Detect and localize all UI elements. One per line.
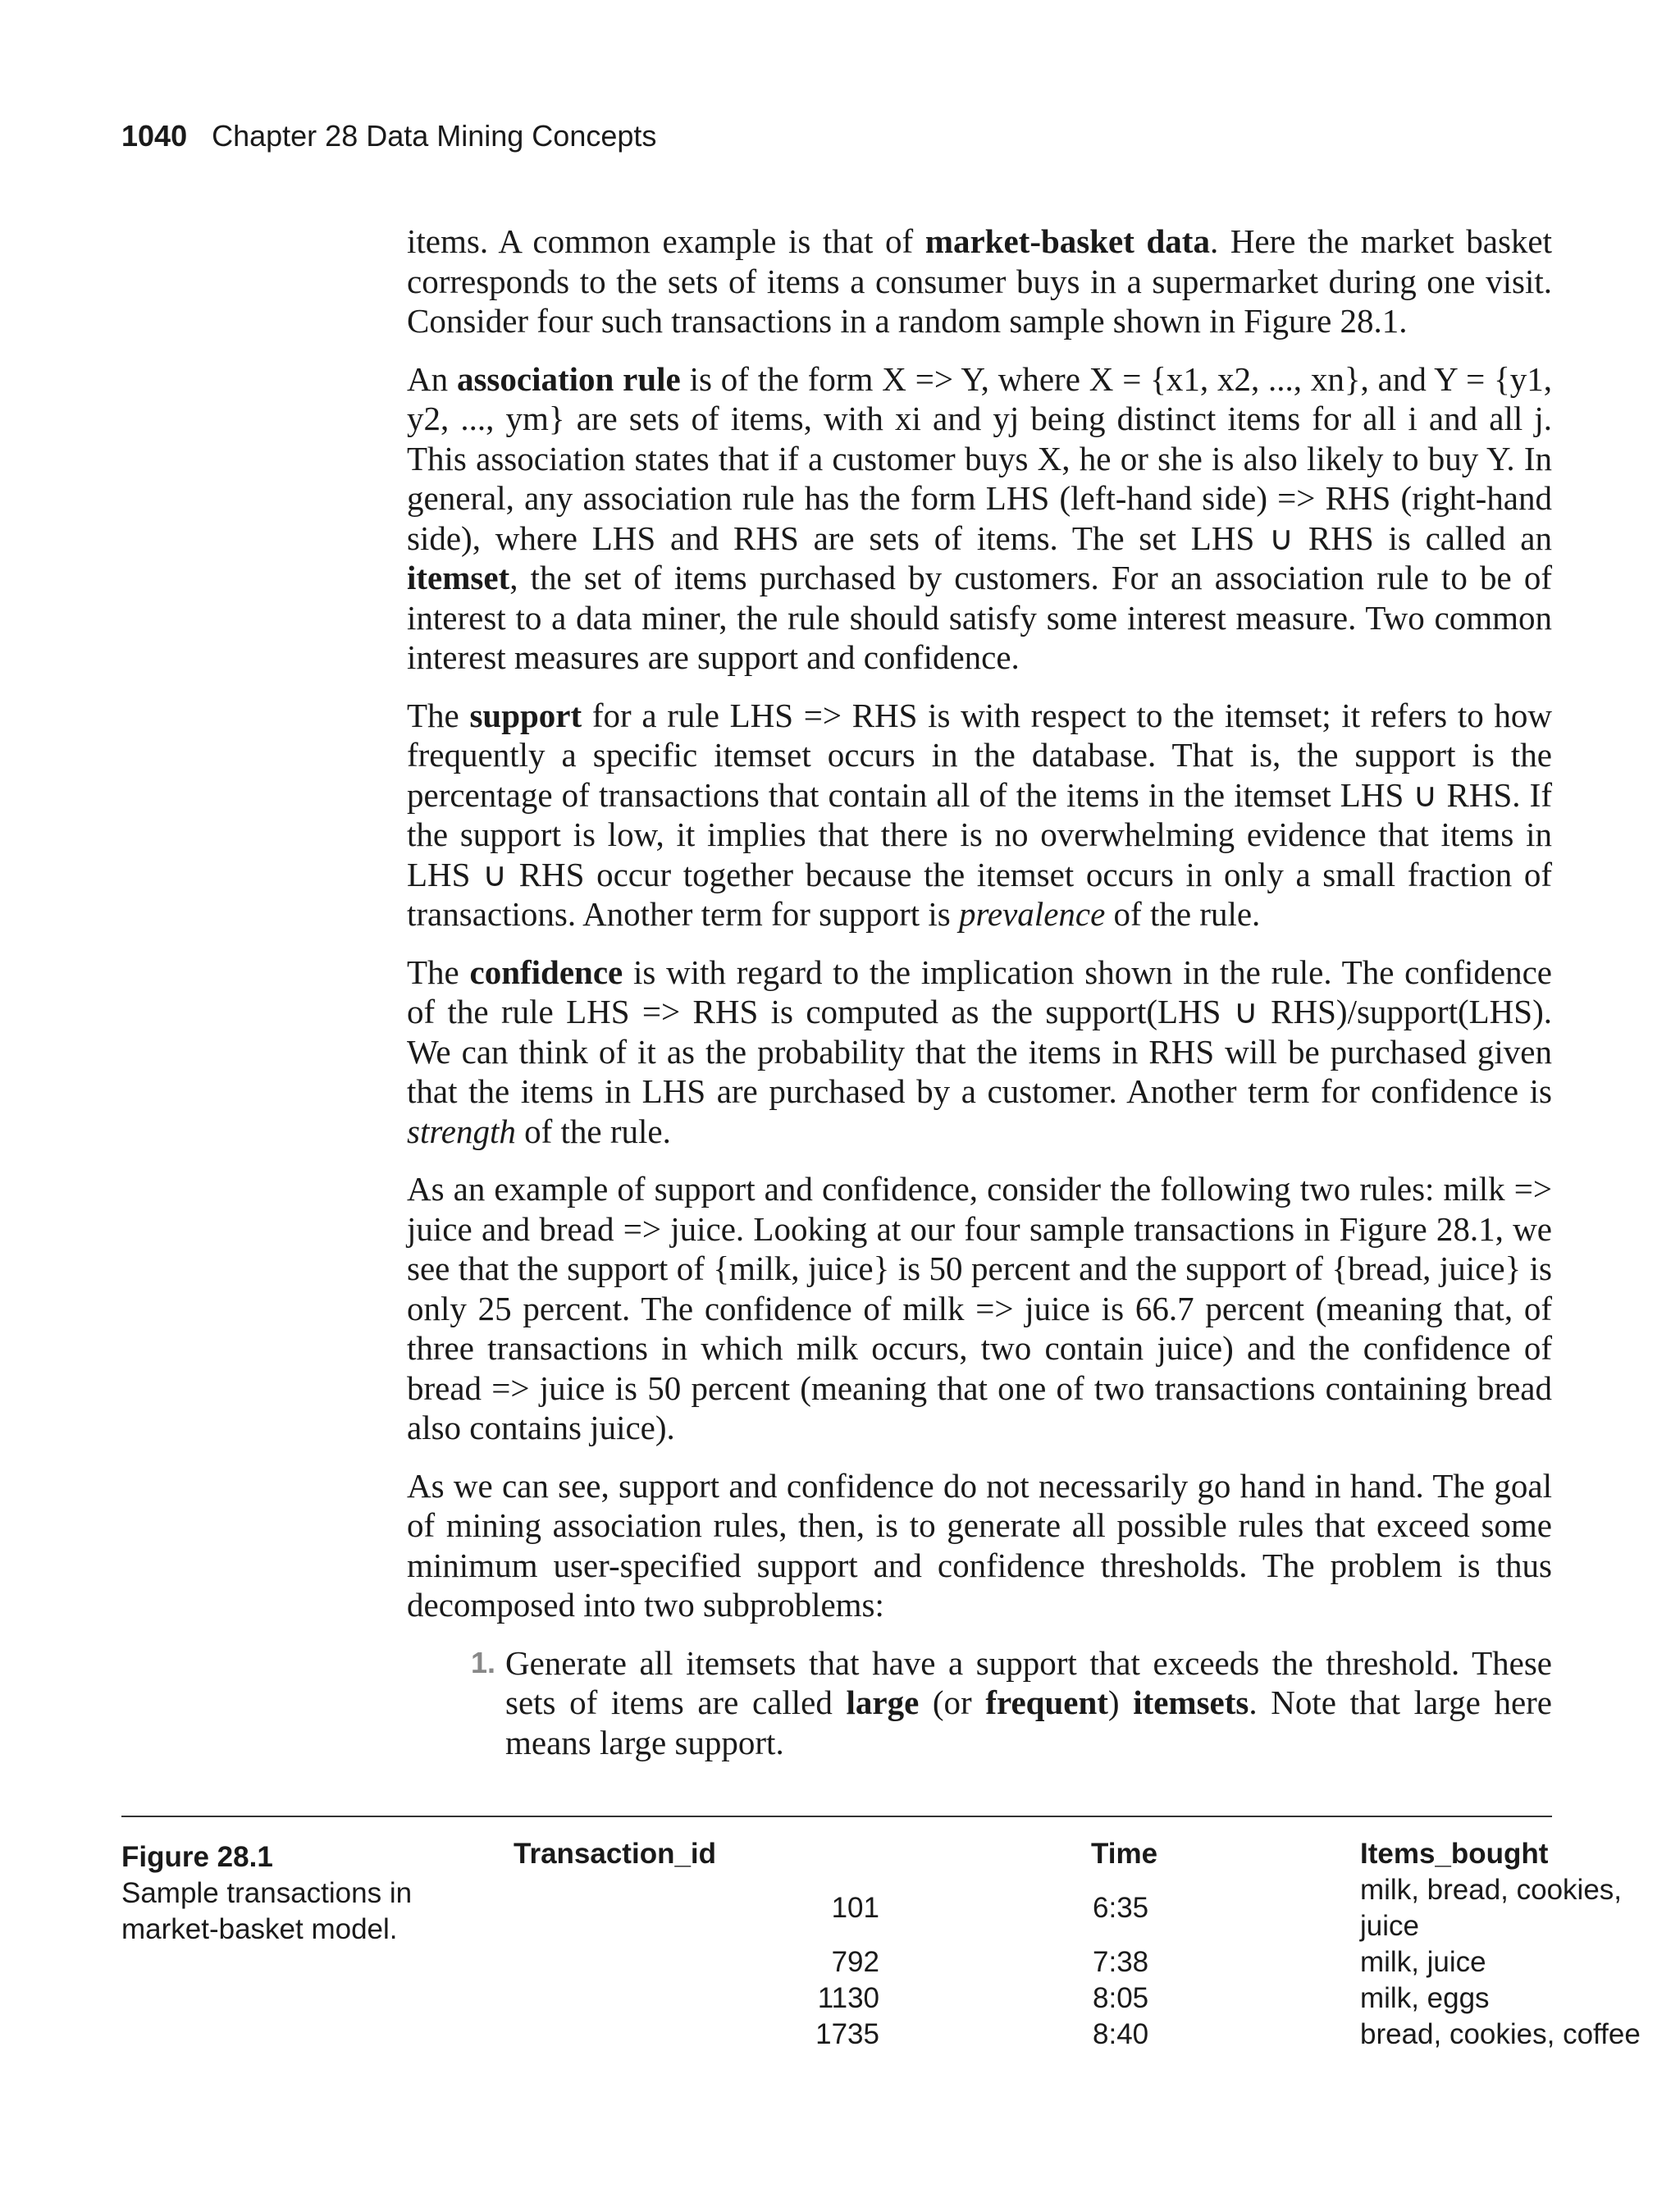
running-title: Chapter 28 Data Mining Concepts	[212, 119, 657, 153]
paragraph	[407, 359, 1552, 678]
text-run: )	[1107, 1683, 1134, 1721]
paragraph: As an example of support and confidence, consider the following two rules: milk => juice and bread => juice. Looking at our four sample transactions in Figure 28.1, we see that the support of {milk, juice} is 50 percent and the support of {bread, juice} is only 25 percent. The confidence of milk => juice is 66.7 percent (meaning that, of three transactions in which milk occurs, two contain juice) and the confidence of bread => juice is 50 percent (meaning that one of two transactions containing bread also contains juice).	[407, 1170, 1552, 1446]
text-run: Generate all itemsets that have a support that exceeds the threshold. These sets of items are called	[505, 1643, 1552, 1721]
cell-items-bought: milk, juice	[1360, 1946, 1486, 1978]
text-run: . Note that large here means large support.	[505, 1683, 1552, 1761]
cell-transaction-id: 1130	[817, 1982, 879, 2014]
text-run: is of the form X => Y, where X = {x1, x2, ..., xn}, and Y = {y1, y2, ..., ym} are sets of items, with xi and yj being distinct items for all i and all j. This association states that if a customer buys X, he or she is also likely to buy Y. In general, any association rule has the form LHS (left-hand side) => RHS (right-hand side), where LHS and RHS are sets of items. The set LHS ∪ RHS is called an	[407, 359, 1553, 557]
paragraph: As we can see, support and confidence do not necessarily go hand in hand. The goal of mining association rules, then, is to generate all possible rules that exceed some minimum user-specified support and confidence thresholds. The problem is thus decomposed into two subproblems:	[407, 1466, 1552, 1624]
paragraph	[407, 222, 1552, 341]
term-prevalence: prevalence	[958, 895, 1106, 933]
list-number: 1.	[471, 1645, 496, 1679]
term-itemset: itemset	[407, 559, 510, 596]
cell-time: 8:05	[1093, 1982, 1149, 2014]
list-item	[407, 1643, 1552, 1763]
table-row	[492, 1944, 1680, 1980]
body-text	[407, 222, 1552, 1762]
table-row	[492, 1872, 1680, 1944]
text-run: An	[407, 359, 457, 398]
paragraph	[407, 696, 1552, 934]
figure-divider	[121, 1816, 1552, 1817]
cell-transaction-id: 792	[831, 1946, 879, 1978]
term-strength: strength	[407, 1112, 516, 1150]
text-run: (or	[919, 1683, 986, 1721]
text-run: , the set of items purchased by customers. For an association rule to be of interest to a data miner, the rule should satisfy some interest measure. Two common interest measures are support and confidence.	[407, 559, 1552, 676]
text-run: The	[407, 953, 470, 991]
cell-items-bought: bread, cookies, coffee	[1360, 2018, 1641, 2050]
figure-caption	[121, 1839, 450, 1948]
col-header-transaction-id: Transaction_id	[514, 1838, 717, 1870]
col-header-items-bought: Items_bought	[1360, 1838, 1549, 1870]
transactions-table	[492, 1836, 1680, 2053]
cell-time: 8:40	[1093, 2018, 1149, 2050]
term-large: large	[846, 1683, 920, 1721]
col-header-time: Time	[1091, 1838, 1158, 1870]
cell-time: 7:38	[1093, 1946, 1149, 1978]
cell-transaction-id: 101	[831, 1892, 879, 1924]
numbered-list	[407, 1643, 1552, 1763]
figure-label: Figure 28.1	[121, 1841, 273, 1873]
cell-time: 6:35	[1093, 1892, 1149, 1924]
term-association-rule: association rule	[456, 359, 681, 398]
text-run: is with regard to the implication shown in the rule. The confidence of the rule LHS => RHS is computed as the support(LHS ∪ RHS)/support(LHS). We can think of it as the probability that the items in RHS will be purchased given that the items in LHS are purchased by a customer. Another term for confidence is	[407, 953, 1552, 1110]
figure-caption-text: Sample transactions in market-basket model.	[121, 1877, 413, 1945]
table-row	[492, 2017, 1680, 2053]
page-number: 1040	[121, 119, 188, 153]
cell-items-bought: milk, eggs	[1360, 1982, 1490, 2014]
paragraph	[407, 953, 1552, 1152]
page-header	[121, 116, 656, 156]
text-run: for a rule LHS => RHS is with respect to the itemset; it refers to how frequently a specific itemset occurs in the database. That is, the support is the percentage of transactions that contain all of the items in the itemset LHS ∪ RHS. If the support is low, it implies that there is no overwhelming evidence that items in LHS ∪ RHS occur together because the itemset occurs in only a small fraction of transactions. Another term for support is	[407, 696, 1552, 933]
cell-items-bought: milk, bread, cookies, juice	[1360, 1874, 1623, 1942]
cell-transaction-id: 1735	[815, 2018, 879, 2050]
term-support: support	[469, 696, 582, 734]
term-market-basket-data: market-basket data	[924, 222, 1210, 260]
text-run: The	[407, 696, 470, 734]
table-row	[492, 1980, 1680, 2017]
text-run: . Here the market basket corresponds to the sets of items a consumer buys in a supermarket during one visit. Consider four such transactions in a random sample shown in Figure 28.1.	[407, 222, 1552, 340]
term-itemsets: itemsets	[1133, 1683, 1249, 1721]
text-run: of the rule.	[1105, 895, 1261, 933]
table-header-row	[492, 1836, 1680, 1872]
term-frequent: frequent	[985, 1683, 1108, 1721]
text-run: of the rule.	[515, 1112, 671, 1150]
text-run: items. A common example is that of	[407, 222, 925, 260]
term-confidence: confidence	[469, 953, 623, 991]
